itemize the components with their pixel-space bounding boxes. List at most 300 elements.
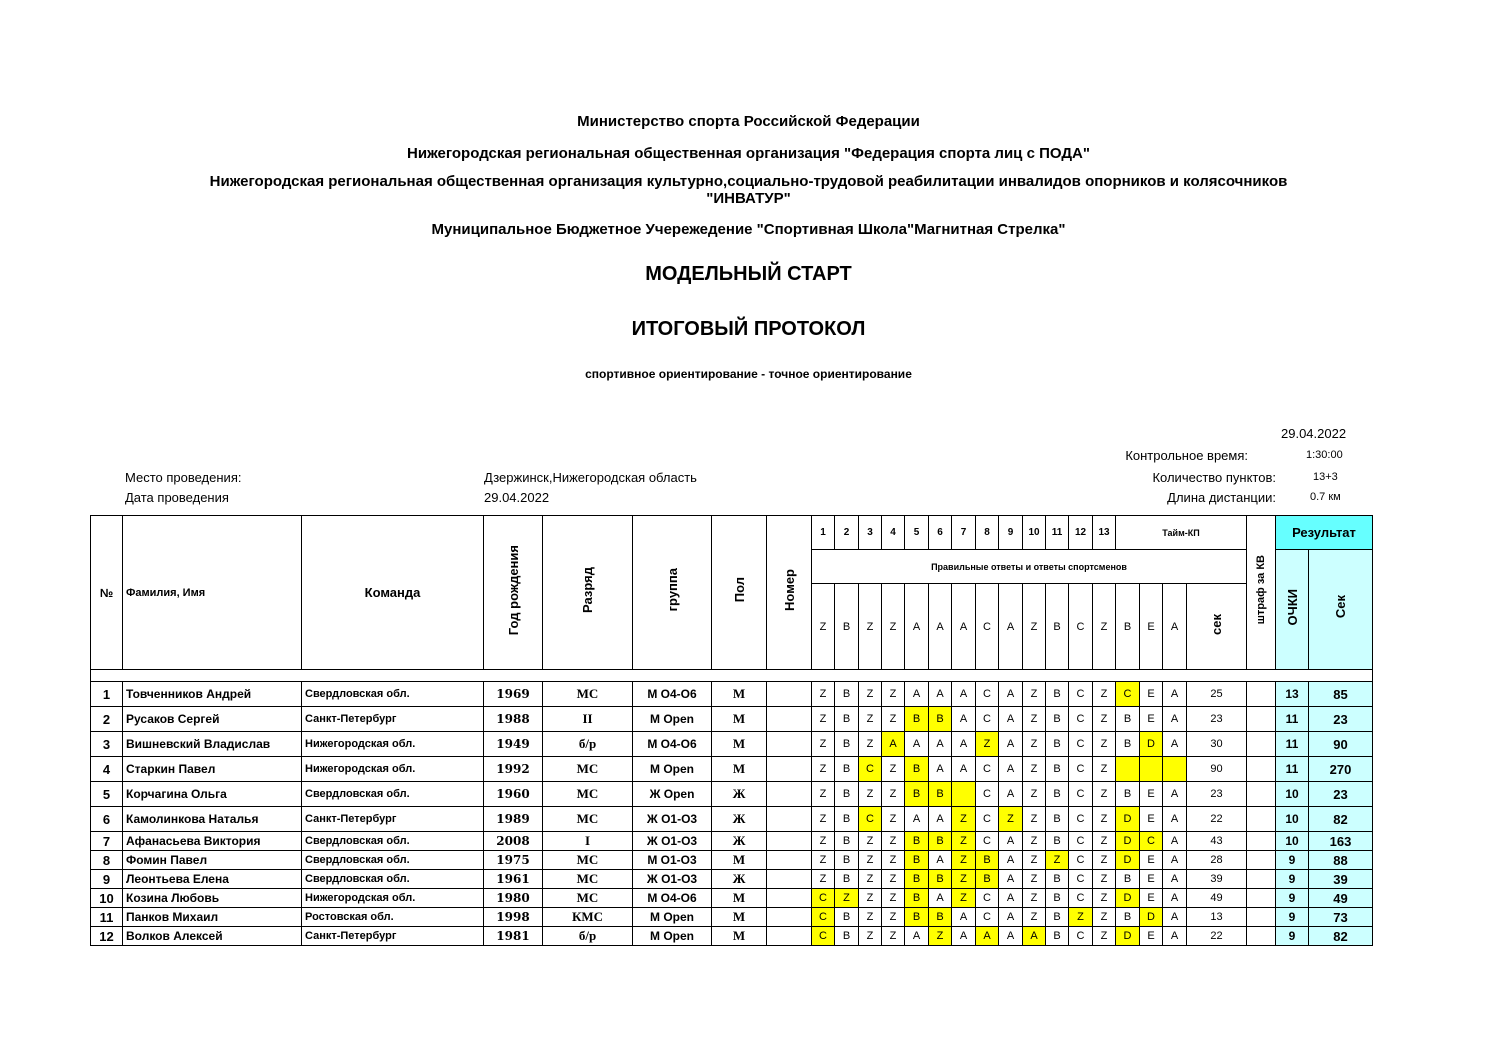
correct-answer-7: A [952, 584, 976, 670]
answer-cell-11: B [1046, 782, 1069, 807]
birth-year: 1975 [484, 851, 543, 870]
answer-cell-7: Z [952, 832, 976, 851]
answer-cell-7: Z [952, 889, 976, 908]
correct-answer-10: Z [1023, 584, 1046, 670]
answer-cell-16 [1163, 757, 1187, 782]
athlete-name: Леонтьева Елена [123, 870, 302, 889]
bib-number [767, 870, 812, 889]
athlete-team: Свердловская обл. [302, 782, 484, 807]
answer-cell-1: Z [812, 732, 835, 757]
answer-cell-5: A [905, 682, 929, 707]
answer-cell-4: Z [882, 757, 905, 782]
answer-cell-10: Z [1023, 732, 1046, 757]
answer-cell-10: Z [1023, 889, 1046, 908]
birth-year: 1980 [484, 889, 543, 908]
athlete-name: Волков Алексей [123, 927, 302, 946]
answer-cell-5: A [905, 927, 929, 946]
timed-sec: 43 [1187, 832, 1247, 851]
athlete-group: Ж О1-О3 [633, 807, 712, 832]
row-number: 5 [91, 782, 123, 807]
answer-cell-2: B [835, 782, 859, 807]
correct-answer-6: A [929, 584, 952, 670]
answer-cell-2: B [835, 807, 859, 832]
answer-cell-11: B [1046, 870, 1069, 889]
answer-cell-8: C [976, 807, 999, 832]
answer-cell-7: A [952, 757, 976, 782]
answer-cell-10: Z [1023, 908, 1046, 927]
answer-cell-4: Z [882, 807, 905, 832]
timed-sec: 13 [1187, 908, 1247, 927]
sport-rank: б/р [543, 732, 633, 757]
answer-cell-7: Z [952, 870, 976, 889]
athlete-group: Ж О1-О3 [633, 870, 712, 889]
answer-cell-15: E [1140, 782, 1163, 807]
athlete-team: Нижегородская обл. [302, 732, 484, 757]
answer-cell-3: Z [859, 889, 882, 908]
athlete-sex: Ж [712, 870, 767, 889]
penalty-cell [1247, 757, 1276, 782]
answer-cell-2: B [835, 851, 859, 870]
timed-sec: 23 [1187, 782, 1247, 807]
athlete-team: Санкт-Петербург [302, 807, 484, 832]
answer-cell-11: B [1046, 707, 1069, 732]
result-header: Результат [1276, 516, 1373, 550]
answer-cell-3: Z [859, 851, 882, 870]
table-row [91, 707, 1373, 732]
points-count-label: Количество пунктов: [1152, 470, 1276, 485]
bib-number [767, 682, 812, 707]
row-number: 12 [91, 927, 123, 946]
answer-cell-13: Z [1093, 707, 1116, 732]
col-year-header: Год рождения [484, 516, 543, 670]
athlete-team: Свердловская обл. [302, 832, 484, 851]
answer-cell-9: A [999, 757, 1023, 782]
col-group-header: группа [633, 516, 712, 670]
answer-cell-14 [1116, 757, 1140, 782]
birth-year: 2008 [484, 832, 543, 851]
timed-sec: 28 [1187, 851, 1247, 870]
cp-header-2: 2 [835, 516, 859, 550]
cp-header-1: 1 [812, 516, 835, 550]
athlete-group: М Open [633, 927, 712, 946]
results-table [90, 515, 1373, 946]
athlete-group: М О4-О6 [633, 682, 712, 707]
answer-cell-13: Z [1093, 889, 1116, 908]
row-number: 3 [91, 732, 123, 757]
result-points: 11 [1276, 707, 1309, 732]
doc-title-start: МОДЕЛЬНЫЙ СТАРТ [645, 263, 852, 285]
sport-rank: КМС [543, 908, 633, 927]
place-label: Место проведения: [125, 470, 242, 485]
result-sec: 23 [1309, 782, 1373, 807]
result-points: 9 [1276, 927, 1309, 946]
answer-cell-4: Z [882, 832, 905, 851]
bib-number [767, 757, 812, 782]
cp-header-12: 12 [1069, 516, 1093, 550]
answer-cell-11: B [1046, 732, 1069, 757]
penalty-cell [1247, 927, 1276, 946]
timed-sec: 39 [1187, 870, 1247, 889]
answer-cell-13: Z [1093, 927, 1116, 946]
sport-rank: II [543, 707, 633, 732]
answer-cell-16: A [1163, 807, 1187, 832]
athlete-sex: М [712, 682, 767, 707]
bib-number [767, 851, 812, 870]
answer-cell-16: A [1163, 707, 1187, 732]
answer-cell-4: A [882, 732, 905, 757]
answer-cell-15: E [1140, 870, 1163, 889]
answer-cell-9: A [999, 832, 1023, 851]
answer-cell-7: A [952, 927, 976, 946]
answer-cell-11: B [1046, 682, 1069, 707]
correct-answer-11: B [1046, 584, 1069, 670]
answer-cell-15: D [1140, 732, 1163, 757]
table-row [91, 870, 1373, 889]
cp-header-11: 11 [1046, 516, 1069, 550]
bib-number [767, 732, 812, 757]
answer-cell-6: B [929, 870, 952, 889]
ministry-line: Министерство спорта Российской Федерации [577, 113, 920, 130]
athlete-name: Козина Любовь [123, 889, 302, 908]
birth-year: 1960 [484, 782, 543, 807]
answer-cell-3: C [859, 807, 882, 832]
answer-cell-9: A [999, 782, 1023, 807]
penalty-cell [1247, 832, 1276, 851]
answer-cell-14: B [1116, 782, 1140, 807]
cp-header-13: 13 [1093, 516, 1116, 550]
answer-cell-7: A [952, 908, 976, 927]
sec-header: сек [1187, 584, 1247, 670]
answer-cell-5: B [905, 707, 929, 732]
doc-subtitle: спортивное ориентирование - точное ориентирование [585, 367, 912, 381]
penalty-cell [1247, 870, 1276, 889]
answer-cell-12: C [1069, 851, 1093, 870]
answer-cell-9: A [999, 732, 1023, 757]
birth-year: 1998 [484, 908, 543, 927]
athlete-group: М Open [633, 707, 712, 732]
answer-cell-6: A [929, 851, 952, 870]
result-points: 10 [1276, 807, 1309, 832]
answer-cell-8: C [976, 707, 999, 732]
correct-answer-1: Z [812, 584, 835, 670]
answer-cell-11: B [1046, 757, 1069, 782]
answer-cell-3: Z [859, 782, 882, 807]
answer-cell-2: B [835, 732, 859, 757]
answer-cell-4: Z [882, 707, 905, 732]
answer-cell-4: Z [882, 682, 905, 707]
cp-header-3: 3 [859, 516, 882, 550]
answer-cell-12: C [1069, 782, 1093, 807]
result-points: 9 [1276, 889, 1309, 908]
answer-cell-4: Z [882, 889, 905, 908]
answer-cell-7 [952, 782, 976, 807]
answer-cell-14: D [1116, 889, 1140, 908]
answer-cell-1: Z [812, 707, 835, 732]
answer-cell-9: A [999, 682, 1023, 707]
answer-cell-2: B [835, 870, 859, 889]
birth-year: 1949 [484, 732, 543, 757]
row-number: 10 [91, 889, 123, 908]
correct-answer-2: B [835, 584, 859, 670]
row-number: 2 [91, 707, 123, 732]
athlete-group: Ж Open [633, 782, 712, 807]
row-number: 4 [91, 757, 123, 782]
timed-cp-header: Тайм-КП [1116, 516, 1247, 550]
table-row [91, 851, 1373, 870]
athlete-name: Фомин Павел [123, 851, 302, 870]
answer-cell-13: Z [1093, 682, 1116, 707]
athlete-group: М О4-О6 [633, 732, 712, 757]
points-header: ОЧКИ [1276, 550, 1309, 670]
athlete-team: Нижегородская обл. [302, 757, 484, 782]
answer-cell-6: A [929, 682, 952, 707]
athlete-sex: М [712, 889, 767, 908]
answer-cell-14: B [1116, 870, 1140, 889]
cp-header-10: 10 [1023, 516, 1046, 550]
athlete-sex: М [712, 851, 767, 870]
result-sec: 82 [1309, 927, 1373, 946]
penalty-cell [1247, 732, 1276, 757]
penalty-header: штраф за КВ [1247, 516, 1276, 670]
spacer-row [91, 670, 1373, 682]
athlete-team: Свердловская обл. [302, 682, 484, 707]
answer-cell-11: B [1046, 927, 1069, 946]
answer-cell-10: A [1023, 927, 1046, 946]
athlete-sex: М [712, 927, 767, 946]
result-points: 11 [1276, 732, 1309, 757]
answer-cell-7: A [952, 732, 976, 757]
answer-cell-13: Z [1093, 870, 1116, 889]
answer-cell-16: A [1163, 908, 1187, 927]
sport-rank: б/р [543, 927, 633, 946]
answer-cell-14: D [1116, 851, 1140, 870]
answer-cell-6: B [929, 782, 952, 807]
athlete-name: Старкин Павел [123, 757, 302, 782]
answer-cell-1: Z [812, 851, 835, 870]
answer-cell-16: A [1163, 832, 1187, 851]
bib-number [767, 927, 812, 946]
penalty-cell [1247, 707, 1276, 732]
athlete-name: Камолинкова Наталья [123, 807, 302, 832]
answer-cell-14: B [1116, 707, 1140, 732]
table-row [91, 682, 1373, 707]
sport-rank: МС [543, 889, 633, 908]
athlete-group: Ж О1-О3 [633, 832, 712, 851]
athlete-sex: М [712, 908, 767, 927]
timed-sec: 22 [1187, 807, 1247, 832]
athlete-team: Свердловская обл. [302, 870, 484, 889]
correct-answer-13: Z [1093, 584, 1116, 670]
date-value: 29.04.2022 [484, 490, 550, 505]
answer-cell-16: A [1163, 682, 1187, 707]
result-sec: 85 [1309, 682, 1373, 707]
answer-cell-13: Z [1093, 782, 1116, 807]
answer-cell-13: Z [1093, 757, 1116, 782]
answer-cell-1: Z [812, 832, 835, 851]
points-count-value: 13+3 [1313, 471, 1338, 483]
cp-header-6: 6 [929, 516, 952, 550]
row-number: 6 [91, 807, 123, 832]
answer-cell-14: B [1116, 908, 1140, 927]
doc-title-protocol: ИТОГОВЫЙ ПРОТОКОЛ [631, 318, 866, 340]
result-sec-header: Сек [1309, 550, 1373, 670]
distance-label: Длина дистанции: [1167, 490, 1276, 505]
penalty-cell [1247, 782, 1276, 807]
birth-year: 1992 [484, 757, 543, 782]
result-sec: 73 [1309, 908, 1373, 927]
answer-cell-15: E [1140, 682, 1163, 707]
correct-answer-8: C [976, 584, 999, 670]
correct-answer-16: A [1163, 584, 1187, 670]
place-value: Дзержинск,Нижегородская область [484, 470, 697, 485]
result-sec: 270 [1309, 757, 1373, 782]
answer-cell-11: B [1046, 889, 1069, 908]
row-number: 8 [91, 851, 123, 870]
athlete-name: Афанасьева Виктория [123, 832, 302, 851]
result-points: 10 [1276, 832, 1309, 851]
bib-number [767, 707, 812, 732]
answer-cell-1: C [812, 889, 835, 908]
answer-cell-6: A [929, 757, 952, 782]
answer-cell-16: A [1163, 851, 1187, 870]
athlete-sex: Ж [712, 832, 767, 851]
cp-header-4: 4 [882, 516, 905, 550]
answer-cell-16: A [1163, 732, 1187, 757]
result-points: 9 [1276, 870, 1309, 889]
answer-cell-9: A [999, 927, 1023, 946]
answer-cell-11: Z [1046, 851, 1069, 870]
answer-cell-13: Z [1093, 832, 1116, 851]
table-row [91, 927, 1373, 946]
correct-answer-15: E [1140, 584, 1163, 670]
answer-cell-4: Z [882, 927, 905, 946]
penalty-cell [1247, 908, 1276, 927]
answer-cell-7: Z [952, 851, 976, 870]
bib-number [767, 889, 812, 908]
answer-cell-2: B [835, 682, 859, 707]
answer-cell-3: Z [859, 927, 882, 946]
birth-year: 1989 [484, 807, 543, 832]
answer-cell-15 [1140, 757, 1163, 782]
result-points: 9 [1276, 908, 1309, 927]
bib-number [767, 908, 812, 927]
answer-cell-5: A [905, 732, 929, 757]
athlete-team: Нижегородская обл. [302, 889, 484, 908]
col-number-header: Номер [767, 516, 812, 670]
sport-rank: МС [543, 682, 633, 707]
answer-cell-9: A [999, 851, 1023, 870]
col-name-header: Фамилия, Имя [123, 516, 302, 670]
answer-cell-3: Z [859, 682, 882, 707]
birth-year: 1988 [484, 707, 543, 732]
row-number: 11 [91, 908, 123, 927]
answer-cell-2: B [835, 908, 859, 927]
answer-cell-2: Z [835, 889, 859, 908]
athlete-team: Свердловская обл. [302, 851, 484, 870]
answer-cell-10: Z [1023, 682, 1046, 707]
table-row [91, 732, 1373, 757]
answer-cell-2: B [835, 707, 859, 732]
answer-cell-1: Z [812, 682, 835, 707]
birth-year: 1961 [484, 870, 543, 889]
answer-cell-1: Z [812, 782, 835, 807]
col-no-header: № [91, 516, 123, 670]
timed-sec: 23 [1187, 707, 1247, 732]
timed-sec: 49 [1187, 889, 1247, 908]
answer-cell-5: B [905, 832, 929, 851]
answer-cell-12: Z [1069, 908, 1093, 927]
table-row [91, 832, 1373, 851]
row-number: 9 [91, 870, 123, 889]
answer-cell-5: B [905, 782, 929, 807]
answer-cell-8: C [976, 889, 999, 908]
answer-cell-1: C [812, 927, 835, 946]
invatur-line-1: Нижегородская региональная общественная организация культурно,социально-трудовой реабилитации инвалидов опорников и колясочников [209, 173, 1288, 190]
correct-answer-9: A [999, 584, 1023, 670]
answer-cell-13: Z [1093, 807, 1116, 832]
timed-sec: 90 [1187, 757, 1247, 782]
answer-cell-8: C [976, 908, 999, 927]
col-sex-header: Пол [712, 516, 767, 670]
answer-cell-8: Z [976, 732, 999, 757]
table-row [91, 757, 1373, 782]
answer-cell-1: Z [812, 807, 835, 832]
penalty-cell [1247, 682, 1276, 707]
answer-cell-6: B [929, 832, 952, 851]
answer-cell-5: B [905, 757, 929, 782]
athlete-name: Вишневский Владислав [123, 732, 302, 757]
answer-cell-10: Z [1023, 782, 1046, 807]
answer-cell-15: E [1140, 851, 1163, 870]
answer-cell-4: Z [882, 908, 905, 927]
penalty-cell [1247, 807, 1276, 832]
answer-cell-10: Z [1023, 707, 1046, 732]
result-sec: 88 [1309, 851, 1373, 870]
answer-cell-5: B [905, 851, 929, 870]
answers-header: Правильные ответы и ответы спортсменов [812, 550, 1247, 584]
result-sec: 163 [1309, 832, 1373, 851]
timed-sec: 25 [1187, 682, 1247, 707]
answer-cell-14: C [1116, 682, 1140, 707]
answer-cell-12: C [1069, 870, 1093, 889]
table-row [91, 782, 1373, 807]
answer-cell-14: D [1116, 927, 1140, 946]
answer-cell-1: Z [812, 870, 835, 889]
result-sec: 82 [1309, 807, 1373, 832]
result-points: 9 [1276, 851, 1309, 870]
answer-cell-8: C [976, 757, 999, 782]
sport-rank: МС [543, 851, 633, 870]
sport-rank: МС [543, 870, 633, 889]
row-number: 1 [91, 682, 123, 707]
athlete-name: Русаков Сергей [123, 707, 302, 732]
answer-cell-16: A [1163, 782, 1187, 807]
answer-cell-13: Z [1093, 908, 1116, 927]
birth-year: 1981 [484, 927, 543, 946]
athlete-sex: Ж [712, 807, 767, 832]
result-points: 10 [1276, 782, 1309, 807]
answer-cell-8: B [976, 870, 999, 889]
answer-cell-2: B [835, 757, 859, 782]
bib-number [767, 832, 812, 851]
answer-cell-10: Z [1023, 851, 1046, 870]
answer-cell-16: A [1163, 927, 1187, 946]
answer-cell-9: Z [999, 807, 1023, 832]
col-team-header: Команда [302, 516, 484, 670]
correct-answer-4: Z [882, 584, 905, 670]
answer-cell-10: Z [1023, 870, 1046, 889]
answer-cell-10: Z [1023, 807, 1046, 832]
